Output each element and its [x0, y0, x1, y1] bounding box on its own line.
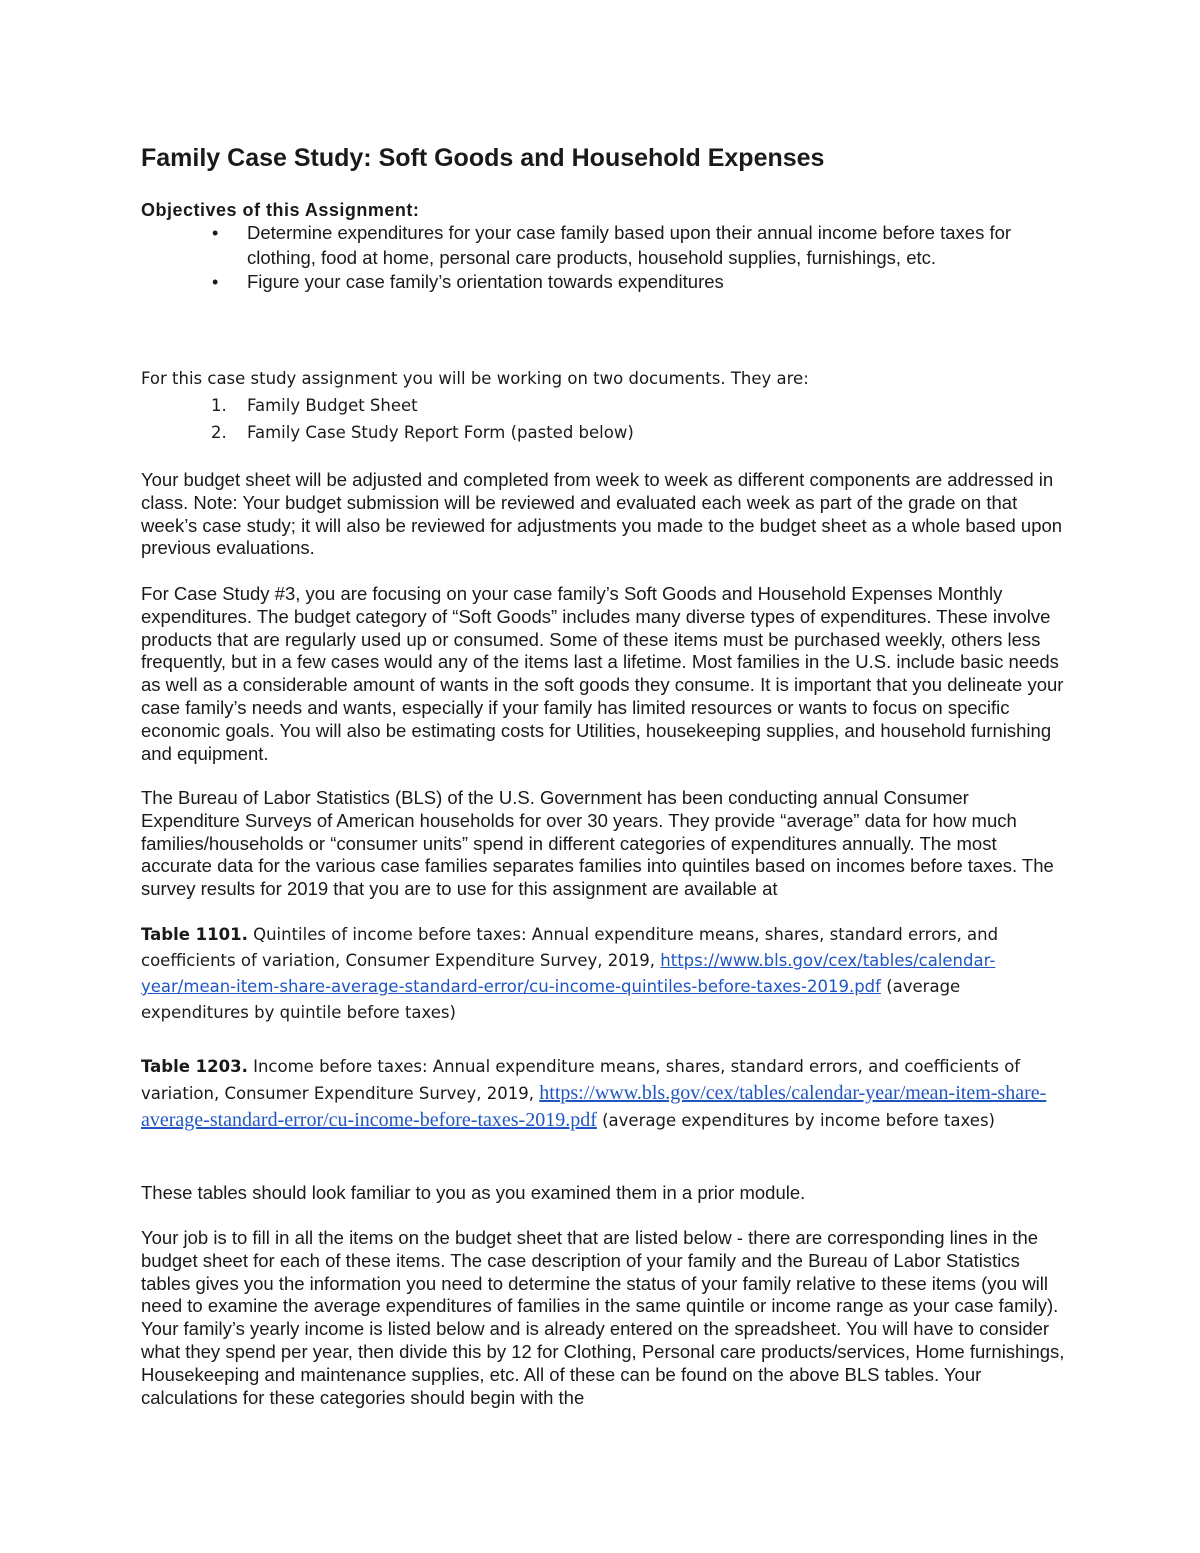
list-item [141, 419, 634, 446]
case-study-paragraph: For Case Study #3, you are focusing on your case family’s Soft Goods and Household Expenses Monthly expenditures. The budget category of “Soft Goods” includes many diverse types of expenditures. These involve products that are regularly used up or consumed. Some of these items must be purchased weekly, others less frequently, but in a few cases would any of the items last a lifetime. Most families in the U.S. include basic needs as well as a considerable amount of wants in the soft goods they consume. It is important that you delineate your case family’s needs and wants, especially if your family has limited resources or wants to focus on specific economic goals. You will also be estimating costs for Utilities, housekeeping supplies, and household furnishing and equipment. [141, 583, 1064, 764]
list-item-label: Family Case Study Report Form (pasted below) [247, 423, 634, 442]
list-item [141, 270, 1081, 295]
list-item [141, 392, 634, 419]
table-label: Table 1101. [141, 925, 248, 944]
list-number: 2. [211, 423, 227, 442]
table-1101-reference [141, 922, 1061, 1026]
list-number: 1. [211, 396, 227, 415]
list-item-label: Family Budget Sheet [247, 396, 418, 415]
job-instructions-paragraph: Your job is to fill in all the items on the budget sheet that are listed below - there are corresponding lines in the budget sheet for each of these items. The case description of your family and the Bureau of Labor Statistics tables gives you the information you need to determine the status of your family relative to these items (you will need to examine the average expenditures of families in the same quintile or income range as your case family). Your family’s yearly income is listed below and is already entered on the spreadsheet. You will have to consider what they spend per year, then divide this by 12 for Clothing, Personal care products/services, Home furnishings, Housekeeping and maintenance supplies, etc. All of these can be found on the above BLS tables. Your calculations for these categories should begin with the [141, 1227, 1065, 1408]
documents-list [141, 392, 634, 446]
table-note: (average expenditures by income before taxes) [596, 1111, 995, 1130]
table-1203-reference [141, 1054, 1061, 1134]
list-item [141, 221, 1081, 270]
bls-paragraph: The Bureau of Labor Statistics (BLS) of the U.S. Government has been conducting annual Consumer Expenditure Surveys of American households for over 30 years. They provide “average” data for how much families/households or “consumer units” spend in different categories of expenditures annually. The most accurate data for the various case families separates families into quintiles based on incomes before taxes. The survey results for 2019 that you are to use for this assignment are available at [141, 787, 1054, 900]
objectives-heading: Objectives of this Assignment: [141, 200, 420, 220]
page-title: Family Case Study: Soft Goods and Household Expenses [141, 144, 825, 172]
objectives-list [141, 221, 1081, 295]
table-1203-link[interactable]: https://www.bls.gov/cex/tables/calendar-year/mean-item-share-average-standard-error/cu-income-before-taxes-2019.pdf [141, 1082, 1047, 1131]
bullet-icon: • [212, 223, 219, 243]
budget-sheet-paragraph: Your budget sheet will be adjusted and completed from week to week as different components are addressed in class. Note: Your budget submission will be reviewed and evaluated each week as part of the grade on that week’s case study; it will also be reviewed for adjustments you made to the budget sheet as a whole based upon previous evaluations. [141, 469, 1063, 559]
objective-text: Figure your case family’s orientation towards expenditures [247, 271, 724, 292]
bullet-icon: • [212, 272, 219, 292]
table-note: (average expenditures by quintile before taxes) [141, 977, 961, 1022]
familiar-tables-paragraph: These tables should look familiar to you as you examined them in a prior module. [141, 1182, 806, 1203]
objective-text: Determine expenditures for your case family based upon their annual income before taxes for clothing, food at home, personal care products, household supplies, furnishings, etc. [247, 222, 1012, 268]
intro-text: For this case study assignment you will be working on two documents. They are: [141, 369, 809, 388]
table-label: Table 1203. [141, 1057, 248, 1076]
table-1101-link[interactable]: https://www.bls.gov/cex/tables/calendar-year/mean-item-share-average-standard-error/cu-income-quintiles-before-taxes-2019.pdf [141, 951, 996, 996]
table-description: Quintiles of income before taxes: Annual expenditure means, shares, standard errors, and coefficients of variation, Consumer Expenditure Survey, 2019, [141, 925, 999, 970]
table-description: Income before taxes: Annual expenditure means, shares, standard errors, and coefficients of variation, Consumer Expenditure Survey, 2019, [141, 1057, 1021, 1103]
